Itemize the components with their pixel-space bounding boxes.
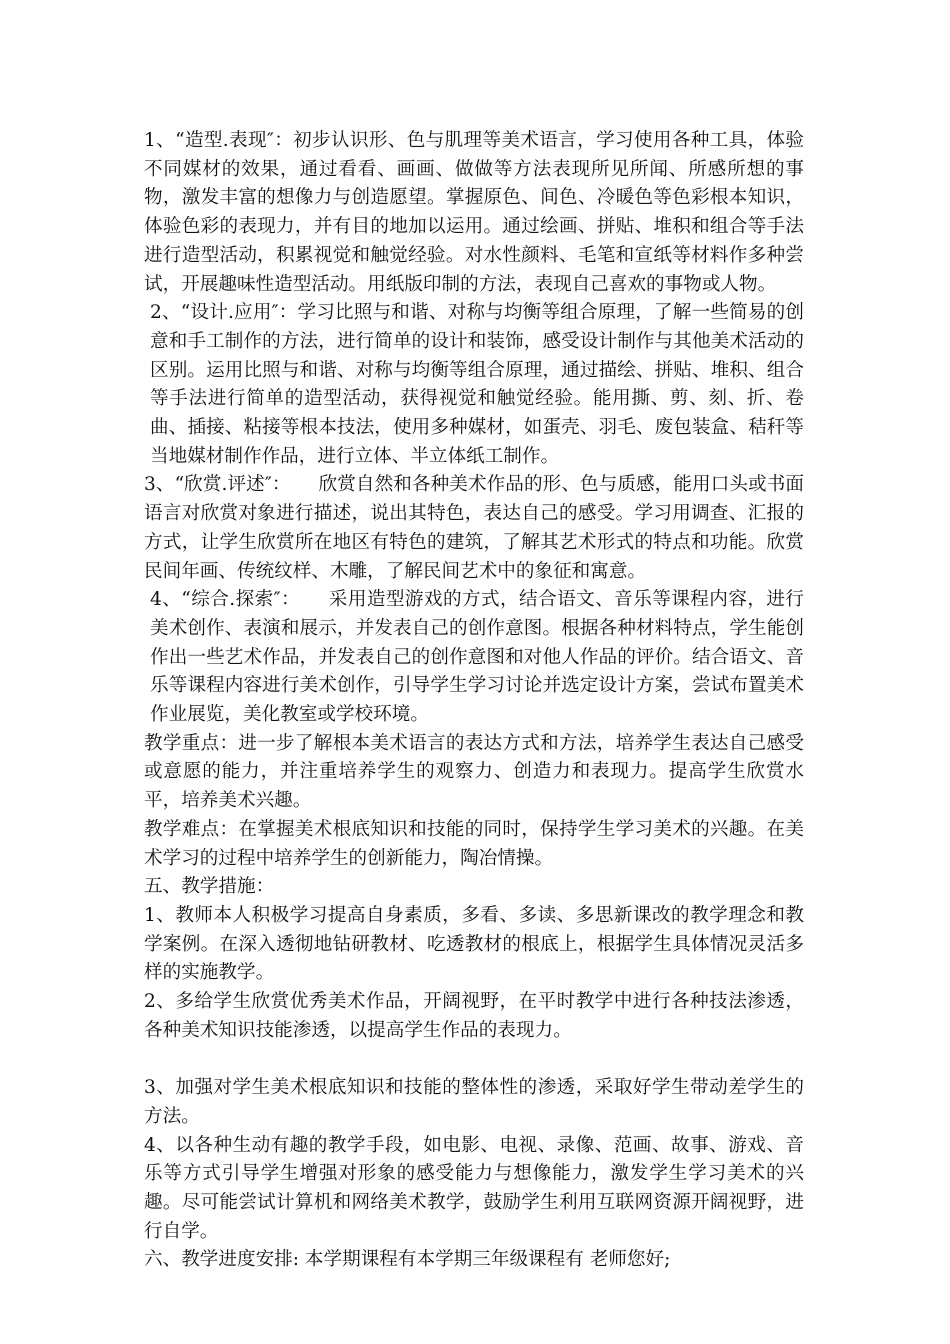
paragraph-design-application: 2、“设计.应用″：学习比照与和谐、对称与均衡等组合原理，了解一些简易的创意和手工制作的方法，进行简单的设计和装饰，感受设计制作与其他美术活动的区别。运用比照与和谐、对称与均衡等组合原理，通过描绘、拼贴、堆积、组合等手法进行简单的造型活动，获得视觉和触觉经验。能用撕、剪、刻、折、卷曲、插接、粘接等根本技法，使用多种媒材，如蛋壳、羽毛、废包装盒、秸秆等当地媒材制作作品，进行立体、半立体纸工制作。: [150, 302, 804, 467]
paragraph-comprehensive-exploration: 4、“综合.探索″： 采用造型游戏的方式，结合语文、音乐等课程内容，进行美术创作、表演和展示，并发表自己的创作意图。根据各种材料特点，学生能创作出一些艺术作品，并发表自己的创作意图和对他人作品的评价。结合语文、音乐等课程内容进行美术创作，引导学生学习讨论并选定设计方案，尝试布置美术作业展览，美化教室或学校环境。: [150, 589, 804, 726]
paragraph-teaching-difficulty: 教学难点：在掌握美术根底知识和技能的同时，保持学生学习美术的兴趣。在美术学习的过程中培养学生的创新能力，陶冶情操。: [144, 818, 804, 869]
paragraph-measure-3: 3、加强对学生美术根底知识和技能的整体性的渗透，采取好学生带动差学生的方法。: [144, 1077, 804, 1127]
paragraph-teaching-focus: 教学重点：进一步了解根本美术语言的表达方式和方法，培养学生表达自己感受或意愿的能力，并注重培养学生的观察力、创造力和表现力。提高学生欣赏水平，培养美术兴趣。: [144, 732, 804, 812]
section-heading-schedule: 六、教学进度安排: 本学期课程有本学期三年级课程有 老师您好;: [144, 1249, 671, 1271]
paragraph-modeling-expression: 1、“造型.表现″：初步认识形、色与肌理等美术语言，学习使用各种工具，体验不同媒材的效果，通过看看、画画、做做等方法表现所见所闻、所感所想的事物，激发丰富的想像力与创造愿望。掌握原色、间色、冷暖色等色彩根本知识，体验色彩的表现力，并有目的地加以运用。通过绘画、拼贴、堆积和组合等手法进行造型活动，积累视觉和触觉经验。对水性颜料、毛笔和宣纸等材料作多种尝试，开展趣味性造型活动。用纸版印制的方法，表现自己喜欢的事物或人物。: [144, 130, 804, 295]
paragraph-appreciation-review: 3、“欣赏.评述″： 欣赏自然和各种美术作品的形、色与质感，能用口头或书面语言对欣赏对象进行描述，说出其特色，表达自己的感受。学习用调查、汇报的方式，让学生欣赏所在地区有特色的建筑，了解其艺术形式的特点和功能。欣赏民间年画、传统纹样、木雕，了解民间艺术中的象征和寓意。: [144, 474, 804, 582]
paragraph-measure-1: 1、教师本人积极学习提高自身素质，多看、多读、多思新课改的教学理念和教学案例。在深入透彻地钻研教材、吃透教材的根底上，根据学生具体情况灵活多样的实施教学。: [144, 904, 804, 984]
section-heading-teaching-measures: 五、教学措施：: [144, 876, 275, 898]
blank-line: [144, 1046, 804, 1075]
paragraph-measure-4: 4、以各种生动有趣的教学手段，如电影、电视、录像、范画、故事、游戏、音乐等方式引导学生增强对形象的感受能力与想像能力，激发学生学习美术的兴趣。尽可能尝试计算机和网络美术教学，鼓励学生利用互联网资源开阔视野，进行自学。: [144, 1134, 804, 1242]
document-body: [144, 127, 804, 1275]
paragraph-measure-2: 2、多给学生欣赏优秀美术作品，开阔视野，在平时教学中进行各种技法渗透，各种美术知识技能渗透，以提高学生作品的表现力。: [144, 991, 804, 1041]
